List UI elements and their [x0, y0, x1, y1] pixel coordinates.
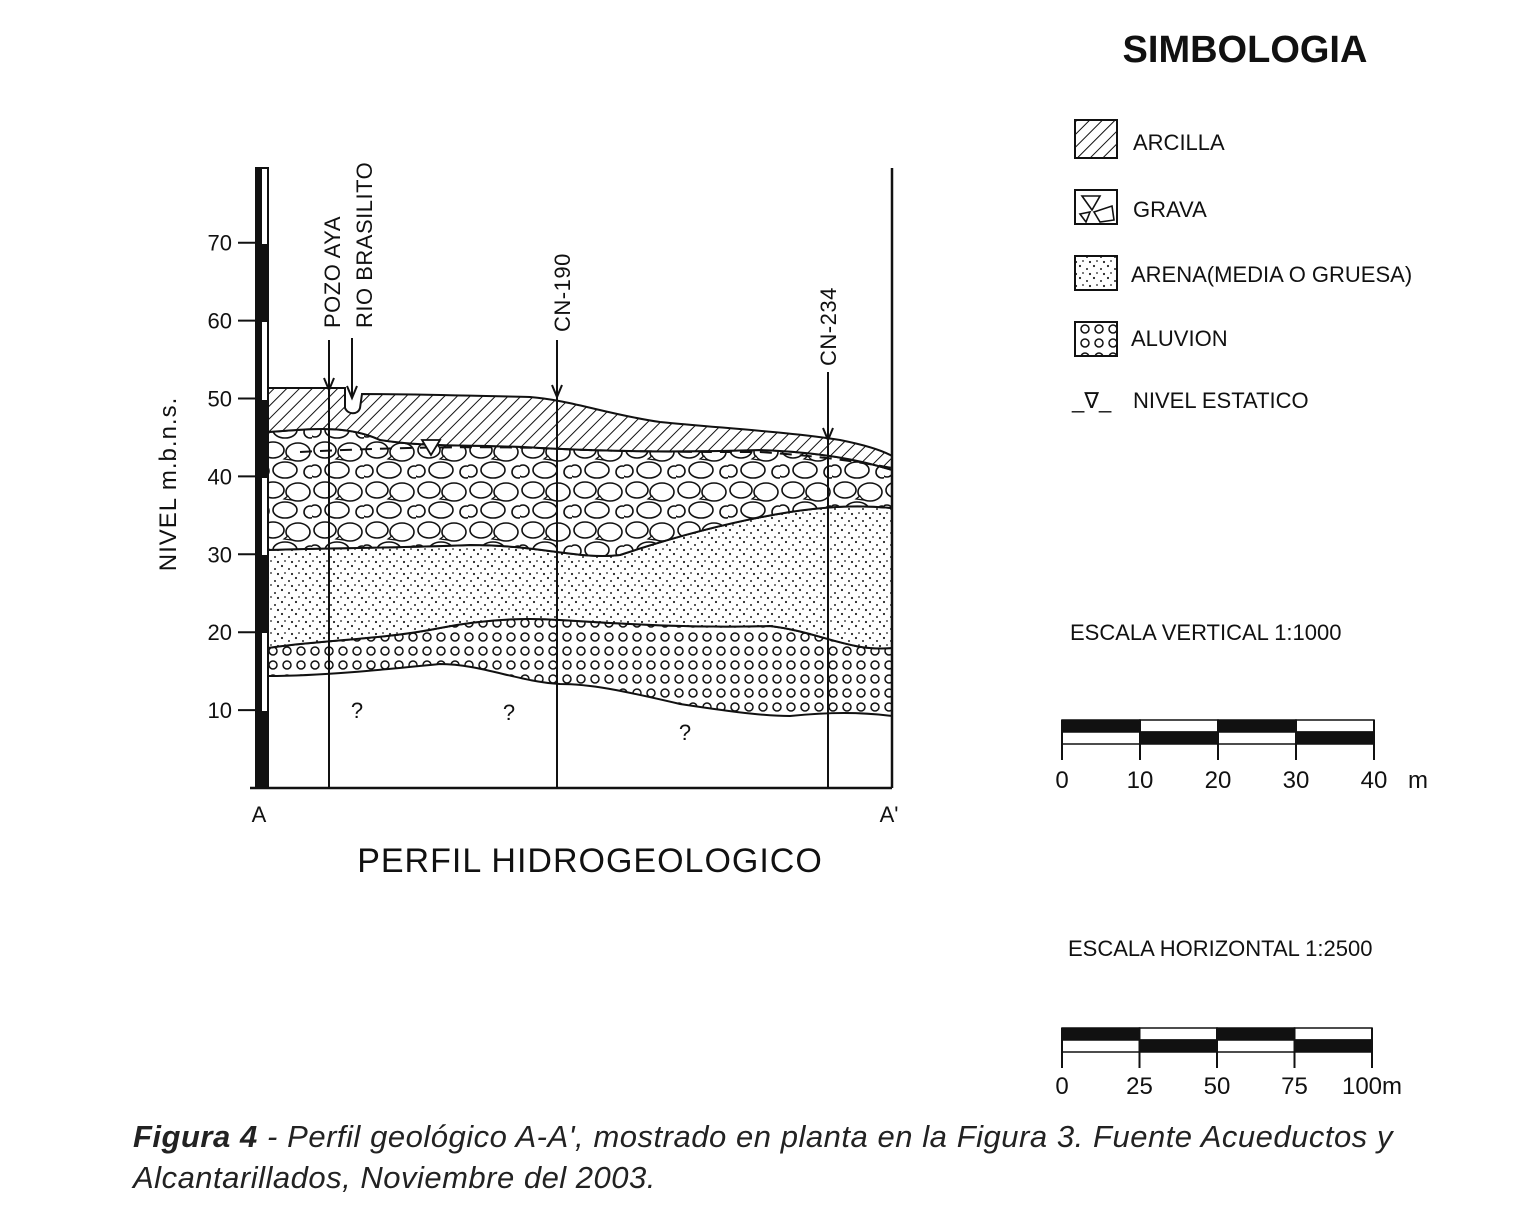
legend-label: GRAVA — [1133, 197, 1207, 222]
legend-item-grava — [1075, 190, 1207, 224]
horizontal-scale-bar — [1055, 1028, 1402, 1100]
figure-caption — [133, 1116, 1393, 1198]
legend-label: NIVEL ESTATICO — [1133, 388, 1309, 413]
scale-segment — [1140, 732, 1218, 744]
legend-item-arena — [1075, 256, 1412, 290]
y-tick-label: 50 — [207, 386, 232, 412]
scale-tick-label: 0 — [1055, 1073, 1069, 1100]
hatch-icon — [1075, 120, 1117, 158]
vertical-scale-bar — [1055, 720, 1387, 794]
scale-tick-label: 100m — [1341, 1073, 1403, 1100]
unknown-mark-3: ? — [678, 720, 692, 745]
profile-title: PERFIL HIDROGEOLOGICO — [357, 842, 823, 880]
scale-segment — [1218, 720, 1296, 732]
y-axis-ticks — [208, 231, 256, 723]
horizontal-scale-label: ESCALA HORIZONTAL 1:2500 — [1068, 936, 1373, 961]
scale-segment — [1140, 720, 1218, 732]
legend-label: ARCILLA — [1133, 130, 1225, 155]
legend — [1071, 29, 1412, 413]
section-end-label: A' — [879, 802, 899, 827]
y-tick-label: 10 — [207, 698, 232, 724]
scale-tick-label: 20 — [1204, 767, 1232, 794]
dots-icon — [1075, 256, 1117, 290]
scale-segment — [1295, 1028, 1373, 1040]
well-label-cn-190: CN-190 — [550, 253, 575, 332]
scale-tick-label: 30 — [1282, 767, 1310, 794]
horizontal-scale — [1055, 936, 1402, 1100]
legend-item-nivel-estatico — [1071, 388, 1309, 413]
legend-item-aluvion — [1075, 322, 1228, 356]
scale-segment — [1296, 720, 1374, 732]
scale-segment — [1217, 1028, 1295, 1040]
section-start-label: A — [251, 802, 267, 827]
y-tick-label: 70 — [207, 230, 232, 256]
scale-segment — [1217, 1040, 1295, 1052]
legend-label: ARENA(MEDIA O GRUESA) — [1131, 262, 1413, 287]
scale-tick-label: 75 — [1281, 1073, 1308, 1100]
vertical-scale-unit: m — [1408, 767, 1428, 794]
hydrogeologic-profile — [155, 162, 898, 880]
scale-segment — [1062, 720, 1140, 732]
water-level-symbol-icon: _∇_ — [1072, 388, 1112, 413]
y-tick-label: 40 — [207, 464, 232, 490]
circles-icon — [1075, 322, 1117, 356]
y-tick-label: 20 — [207, 620, 232, 646]
well-label-rio-brasilito: RIO BRASILITO — [352, 161, 377, 328]
y-tick-label: 60 — [207, 308, 232, 334]
vertical-ruler — [256, 168, 268, 788]
legend-item-arcilla — [1075, 120, 1225, 158]
legend-title: SIMBOLOGIA — [1122, 29, 1368, 71]
scale-tick-label: 50 — [1203, 1073, 1231, 1100]
unknown-mark-1: ? — [350, 698, 364, 723]
legend-label: ALUVION — [1131, 326, 1228, 351]
scale-segment — [1296, 732, 1374, 744]
scale-tick-label: 40 — [1360, 767, 1388, 794]
caption-figure-number: Figura 4 — [133, 1119, 258, 1154]
scale-tick-label: 0 — [1055, 767, 1069, 794]
y-tick-label: 30 — [207, 542, 232, 568]
y-axis-label: NIVEL m.b.n.s. — [155, 396, 182, 572]
scale-tick-label: 10 — [1126, 767, 1154, 794]
scale-segment — [1218, 732, 1296, 744]
unknown-mark-2: ? — [502, 700, 516, 725]
scale-segment — [1140, 1040, 1218, 1052]
scale-segment — [1062, 1028, 1140, 1040]
well-label-pozo-aya: POZO AYA — [320, 216, 345, 328]
well-label-cn-234: CN-234 — [816, 287, 841, 366]
scale-tick-label: 25 — [1126, 1073, 1153, 1100]
vertical-scale-label: ESCALA VERTICAL 1:1000 — [1070, 620, 1342, 645]
scale-segment — [1062, 1040, 1140, 1052]
caption-text: - Perfil geológico A-A', mostrado en planta en la Figura 3. Fuente Acueductos y Alcantarillados, Noviembre del 2003. — [133, 1119, 1393, 1195]
scale-segment — [1140, 1028, 1218, 1040]
vertical-scale — [1055, 620, 1428, 794]
scale-segment — [1062, 732, 1140, 744]
river-rio-brasilito — [347, 162, 377, 398]
scale-segment — [1295, 1040, 1373, 1052]
